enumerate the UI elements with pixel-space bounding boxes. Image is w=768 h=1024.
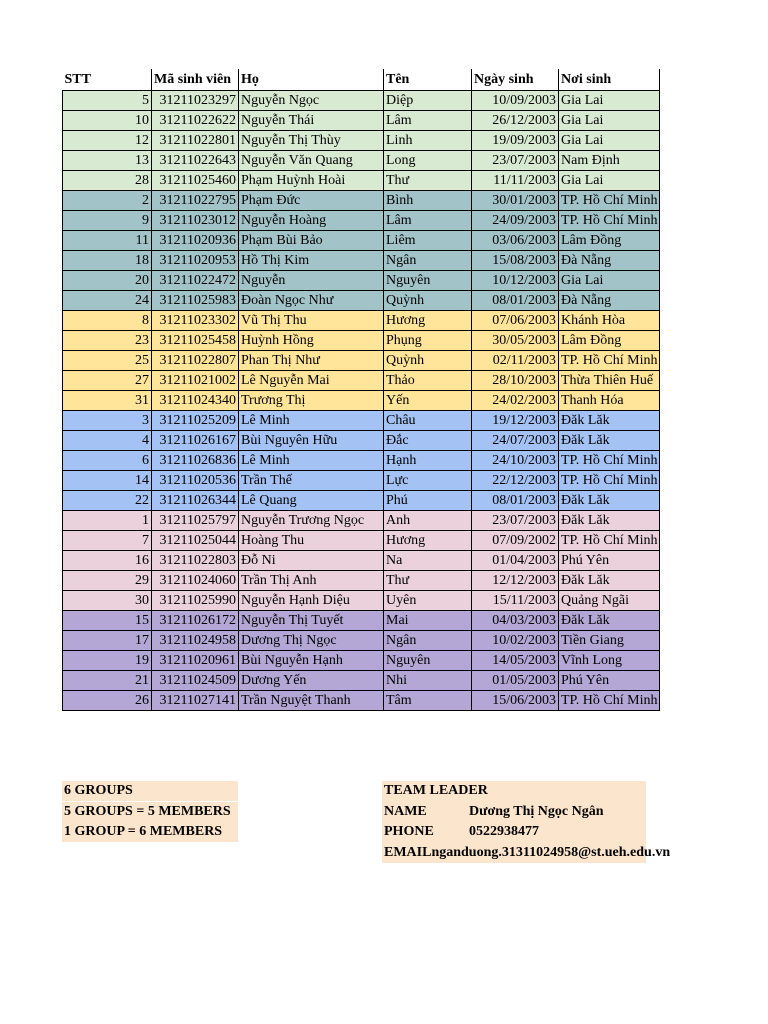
student-id-cell: 31211025983 bbox=[152, 290, 239, 310]
last-name-cell: Hồ Thị Kim bbox=[239, 250, 384, 270]
leader-phone-row bbox=[382, 822, 646, 843]
student-id-cell: 31211026167 bbox=[152, 430, 239, 450]
last-name-cell: Nguyễn Trương Ngọc bbox=[239, 510, 384, 530]
birth-date-cell: 24/02/2003 bbox=[472, 390, 559, 410]
first-name-cell: Hạnh bbox=[384, 450, 472, 470]
last-name-cell: Đỗ Ni bbox=[239, 550, 384, 570]
birthplace-cell: Quảng Ngãi bbox=[559, 590, 660, 610]
birthplace-cell: Đăk Lăk bbox=[559, 510, 660, 530]
last-name-cell: Lê Nguyễn Mai bbox=[239, 370, 384, 390]
stt-cell: 18 bbox=[63, 250, 152, 270]
stt-cell: 20 bbox=[63, 270, 152, 290]
birthplace-cell: Vĩnh Long bbox=[559, 650, 660, 670]
table-row bbox=[63, 370, 660, 390]
first-name-cell: Thư bbox=[384, 570, 472, 590]
student-id-cell: 31211023297 bbox=[152, 90, 239, 110]
birthplace-cell: Gia Lai bbox=[559, 130, 660, 150]
birth-date-cell: 01/04/2003 bbox=[472, 550, 559, 570]
table-row bbox=[63, 110, 660, 130]
table-row bbox=[63, 550, 660, 570]
birth-date-cell: 22/12/2003 bbox=[472, 470, 559, 490]
last-name-cell: Trần Thế bbox=[239, 470, 384, 490]
table-row bbox=[63, 150, 660, 170]
table-row bbox=[63, 330, 660, 350]
last-name-cell: Phạm Đức bbox=[239, 190, 384, 210]
last-name-cell: Trần Thị Anh bbox=[239, 570, 384, 590]
first-name-cell: Liêm bbox=[384, 230, 472, 250]
birthplace-cell: Thừa Thiên Huế bbox=[559, 370, 660, 390]
table-row bbox=[63, 190, 660, 210]
birthplace-cell: Lâm Đồng bbox=[559, 330, 660, 350]
first-name-cell: Yến bbox=[384, 390, 472, 410]
first-name-cell: Đắc bbox=[384, 430, 472, 450]
first-name-cell: Long bbox=[384, 150, 472, 170]
student-id-cell: 31211025797 bbox=[152, 510, 239, 530]
stt-cell: 25 bbox=[63, 350, 152, 370]
stt-cell: 19 bbox=[63, 650, 152, 670]
birth-date-cell: 02/11/2003 bbox=[472, 350, 559, 370]
birthplace-cell: TP. Hồ Chí Minh bbox=[559, 530, 660, 550]
stt-cell: 28 bbox=[63, 170, 152, 190]
student-id-cell: 31211025458 bbox=[152, 330, 239, 350]
birth-date-cell: 19/09/2003 bbox=[472, 130, 559, 150]
birth-date-cell: 30/01/2003 bbox=[472, 190, 559, 210]
first-name-cell: Nguyên bbox=[384, 650, 472, 670]
table-row bbox=[63, 210, 660, 230]
student-id-cell: 31211026172 bbox=[152, 610, 239, 630]
first-name-cell: Lâm bbox=[384, 110, 472, 130]
leader-email-label: EMAIL bbox=[384, 844, 432, 860]
birthplace-cell: TP. Hồ Chí Minh bbox=[559, 690, 660, 710]
student-table bbox=[62, 69, 660, 711]
stt-cell: 1 bbox=[63, 510, 152, 530]
stt-cell: 11 bbox=[63, 230, 152, 250]
stt-cell: 9 bbox=[63, 210, 152, 230]
table-row bbox=[63, 510, 660, 530]
student-id-cell: 31211026344 bbox=[152, 490, 239, 510]
table-row bbox=[63, 690, 660, 710]
first-name-cell: Hương bbox=[384, 530, 472, 550]
birthplace-cell: Đăk Lăk bbox=[559, 430, 660, 450]
birth-date-cell: 07/09/2002 bbox=[472, 530, 559, 550]
birth-date-cell: 10/09/2003 bbox=[472, 90, 559, 110]
table-row bbox=[63, 470, 660, 490]
birthplace-cell: Đăk Lăk bbox=[559, 570, 660, 590]
first-name-cell: Thảo bbox=[384, 370, 472, 390]
birth-date-cell: 08/01/2003 bbox=[472, 490, 559, 510]
birth-date-cell: 15/08/2003 bbox=[472, 250, 559, 270]
leader-name-value: Dương Thị Ngọc Ngân bbox=[469, 803, 604, 819]
last-name-cell: Lê Minh bbox=[239, 410, 384, 430]
first-name-cell: Mai bbox=[384, 610, 472, 630]
birth-date-cell: 07/06/2003 bbox=[472, 310, 559, 330]
first-name-cell: Uyên bbox=[384, 590, 472, 610]
last-name-cell: Nguyễn Thái bbox=[239, 110, 384, 130]
first-name-cell: Linh bbox=[384, 130, 472, 150]
last-name-cell: Nguyễn Văn Quang bbox=[239, 150, 384, 170]
birthplace-cell: Đăk Lăk bbox=[559, 490, 660, 510]
last-name-cell: Trần Nguyệt Thanh bbox=[239, 690, 384, 710]
header-birthplace: Nơi sinh bbox=[559, 69, 660, 90]
student-id-cell: 31211025460 bbox=[152, 170, 239, 190]
header-student-id: Mã sinh viên bbox=[152, 69, 239, 90]
birthplace-cell: Gia Lai bbox=[559, 90, 660, 110]
student-id-cell: 31211020953 bbox=[152, 250, 239, 270]
last-name-cell: Phạm Bùi Bảo bbox=[239, 230, 384, 250]
birth-date-cell: 01/05/2003 bbox=[472, 670, 559, 690]
birthplace-cell: Đà Nẵng bbox=[559, 250, 660, 270]
birthplace-cell: Đăk Lăk bbox=[559, 410, 660, 430]
team-leader-box bbox=[382, 781, 671, 863]
first-name-cell: Quỳnh bbox=[384, 290, 472, 310]
first-name-cell: Anh bbox=[384, 510, 472, 530]
student-id-cell: 31211026836 bbox=[152, 450, 239, 470]
student-id-cell: 31211020536 bbox=[152, 470, 239, 490]
table-row bbox=[63, 590, 660, 610]
student-id-cell: 31211023012 bbox=[152, 210, 239, 230]
table-row bbox=[63, 410, 660, 430]
last-name-cell: Phạm Huỳnh Hoài bbox=[239, 170, 384, 190]
last-name-cell: Nguyễn Hoàng bbox=[239, 210, 384, 230]
last-name-cell: Đoàn Ngọc Như bbox=[239, 290, 384, 310]
birth-date-cell: 04/03/2003 bbox=[472, 610, 559, 630]
student-id-cell: 31211025209 bbox=[152, 410, 239, 430]
first-name-cell: Thư bbox=[384, 170, 472, 190]
student-id-cell: 31211022472 bbox=[152, 270, 239, 290]
last-name-cell: Huỳnh Hồng bbox=[239, 330, 384, 350]
birthplace-cell: Nam Định bbox=[559, 150, 660, 170]
header-birth-date: Ngày sinh bbox=[472, 69, 559, 90]
birth-date-cell: 10/02/2003 bbox=[472, 630, 559, 650]
last-name-cell: Trương Thị bbox=[239, 390, 384, 410]
table-row bbox=[63, 90, 660, 110]
birthplace-cell: Phú Yên bbox=[559, 550, 660, 570]
student-id-cell: 31211022643 bbox=[152, 150, 239, 170]
table-row bbox=[63, 390, 660, 410]
table-row bbox=[63, 270, 660, 290]
stt-cell: 14 bbox=[63, 470, 152, 490]
table-row bbox=[63, 290, 660, 310]
student-id-cell: 31211021002 bbox=[152, 370, 239, 390]
stt-cell: 26 bbox=[63, 690, 152, 710]
stt-cell: 17 bbox=[63, 630, 152, 650]
leader-phone-label: PHONE bbox=[384, 824, 434, 839]
stt-cell: 24 bbox=[63, 290, 152, 310]
stt-cell: 2 bbox=[63, 190, 152, 210]
table-row bbox=[63, 630, 660, 650]
birth-date-cell: 28/10/2003 bbox=[472, 370, 559, 390]
stt-cell: 8 bbox=[63, 310, 152, 330]
leader-phone-value: 0522938477 bbox=[469, 824, 539, 839]
birth-date-cell: 24/07/2003 bbox=[472, 430, 559, 450]
groups-note: 6 GROUPS bbox=[62, 781, 238, 801]
birth-date-cell: 03/06/2003 bbox=[472, 230, 559, 250]
table-row bbox=[63, 310, 660, 330]
header-stt: STT bbox=[63, 69, 152, 90]
first-name-cell: Na bbox=[384, 550, 472, 570]
birth-date-cell: 14/05/2003 bbox=[472, 650, 559, 670]
leader-name-row bbox=[382, 802, 646, 823]
last-name-cell: Phan Thị Như bbox=[239, 350, 384, 370]
last-name-cell: Nguyễn Ngọc bbox=[239, 90, 384, 110]
table-row bbox=[63, 530, 660, 550]
team-leader-title: TEAM LEADER bbox=[384, 783, 488, 798]
last-name-cell: Dương Thị Ngọc bbox=[239, 630, 384, 650]
stt-cell: 27 bbox=[63, 370, 152, 390]
birthplace-cell: Gia Lai bbox=[559, 270, 660, 290]
table-row bbox=[63, 250, 660, 270]
first-name-cell: Nguyên bbox=[384, 270, 472, 290]
student-id-cell: 31211024060 bbox=[152, 570, 239, 590]
first-name-cell: Châu bbox=[384, 410, 472, 430]
first-name-cell: Quỳnh bbox=[384, 350, 472, 370]
table-row bbox=[63, 430, 660, 450]
stt-cell: 31 bbox=[63, 390, 152, 410]
stt-cell: 16 bbox=[63, 550, 152, 570]
first-name-cell: Hương bbox=[384, 310, 472, 330]
birth-date-cell: 23/07/2003 bbox=[472, 510, 559, 530]
table-header-row bbox=[63, 69, 660, 90]
student-id-cell: 31211022801 bbox=[152, 130, 239, 150]
stt-cell: 7 bbox=[63, 530, 152, 550]
table-row bbox=[63, 610, 660, 630]
student-id-cell: 31211024509 bbox=[152, 670, 239, 690]
table-row bbox=[63, 350, 660, 370]
birth-date-cell: 15/06/2003 bbox=[472, 690, 559, 710]
first-name-cell: Phụng bbox=[384, 330, 472, 350]
last-name-cell: Nguyễn Thị Tuyết bbox=[239, 610, 384, 630]
last-name-cell: Hoàng Thu bbox=[239, 530, 384, 550]
birth-date-cell: 23/07/2003 bbox=[472, 150, 559, 170]
birthplace-cell: TP. Hồ Chí Minh bbox=[559, 210, 660, 230]
first-name-cell: Lực bbox=[384, 470, 472, 490]
stt-cell: 29 bbox=[63, 570, 152, 590]
last-name-cell: Bùi Nguyên Hữu bbox=[239, 430, 384, 450]
student-id-cell: 31211020936 bbox=[152, 230, 239, 250]
table-row bbox=[63, 170, 660, 190]
first-name-cell: Tâm bbox=[384, 690, 472, 710]
stt-cell: 6 bbox=[63, 450, 152, 470]
birthplace-cell: TP. Hồ Chí Minh bbox=[559, 190, 660, 210]
birthplace-cell: Phú Yên bbox=[559, 670, 660, 690]
student-id-cell: 31211022807 bbox=[152, 350, 239, 370]
student-id-cell: 31211025044 bbox=[152, 530, 239, 550]
birthplace-cell: Tiền Giang bbox=[559, 630, 660, 650]
birth-date-cell: 10/12/2003 bbox=[472, 270, 559, 290]
birth-date-cell: 30/05/2003 bbox=[472, 330, 559, 350]
birth-date-cell: 24/10/2003 bbox=[472, 450, 559, 470]
stt-cell: 22 bbox=[63, 490, 152, 510]
student-id-cell: 31211024958 bbox=[152, 630, 239, 650]
stt-cell: 10 bbox=[63, 110, 152, 130]
leader-email-value: nganduong.31311024958@st.ueh.edu.vn bbox=[431, 844, 671, 860]
birthplace-cell: Khánh Hòa bbox=[559, 310, 660, 330]
student-id-cell: 31211027141 bbox=[152, 690, 239, 710]
last-name-cell: Nguyễn Hạnh Diệu bbox=[239, 590, 384, 610]
stt-cell: 21 bbox=[63, 670, 152, 690]
leader-name-label: NAME bbox=[384, 803, 427, 819]
birth-date-cell: 15/11/2003 bbox=[472, 590, 559, 610]
table-row bbox=[63, 450, 660, 470]
birth-date-cell: 26/12/2003 bbox=[472, 110, 559, 130]
first-name-cell: Nhi bbox=[384, 670, 472, 690]
stt-cell: 12 bbox=[63, 130, 152, 150]
table-body bbox=[63, 90, 660, 710]
last-name-cell: Dương Yến bbox=[239, 670, 384, 690]
last-name-cell: Lê Quang bbox=[239, 490, 384, 510]
last-name-cell: Bùi Nguyễn Hạnh bbox=[239, 650, 384, 670]
birth-date-cell: 24/09/2003 bbox=[472, 210, 559, 230]
last-name-cell: Lê Minh bbox=[239, 450, 384, 470]
birthplace-cell: Đà Nẵng bbox=[559, 290, 660, 310]
student-id-cell: 31211022795 bbox=[152, 190, 239, 210]
group-of-six-note: 1 GROUP = 6 MEMBERS bbox=[62, 822, 238, 842]
first-name-cell: Ngân bbox=[384, 250, 472, 270]
stt-cell: 15 bbox=[63, 610, 152, 630]
table-row bbox=[63, 130, 660, 150]
stt-cell: 5 bbox=[63, 90, 152, 110]
header-last-name: Họ bbox=[239, 69, 384, 90]
birthplace-cell: Gia Lai bbox=[559, 170, 660, 190]
birthplace-cell: Lâm Đồng bbox=[559, 230, 660, 250]
stt-cell: 23 bbox=[63, 330, 152, 350]
birthplace-cell: TP. Hồ Chí Minh bbox=[559, 350, 660, 370]
team-leader-title-row bbox=[382, 781, 646, 802]
birthplace-cell: Đăk Lăk bbox=[559, 610, 660, 630]
student-id-cell: 31211024340 bbox=[152, 390, 239, 410]
stt-cell: 4 bbox=[63, 430, 152, 450]
header-first-name: Tên bbox=[384, 69, 472, 90]
birthplace-cell: TP. Hồ Chí Minh bbox=[559, 470, 660, 490]
table-row bbox=[63, 670, 660, 690]
student-id-cell: 31211023302 bbox=[152, 310, 239, 330]
table-row bbox=[63, 570, 660, 590]
student-id-cell: 31211025990 bbox=[152, 590, 239, 610]
birthplace-cell: Gia Lai bbox=[559, 110, 660, 130]
first-name-cell: Bình bbox=[384, 190, 472, 210]
table-row bbox=[63, 490, 660, 510]
groups-of-five-note: 5 GROUPS = 5 MEMBERS bbox=[62, 802, 238, 822]
last-name-cell: Nguyễn bbox=[239, 270, 384, 290]
first-name-cell: Ngân bbox=[384, 630, 472, 650]
leader-email-row bbox=[382, 843, 671, 864]
birth-date-cell: 08/01/2003 bbox=[472, 290, 559, 310]
student-id-cell: 31211020961 bbox=[152, 650, 239, 670]
birth-date-cell: 11/11/2003 bbox=[472, 170, 559, 190]
first-name-cell: Diệp bbox=[384, 90, 472, 110]
last-name-cell: Nguyễn Thị Thùy bbox=[239, 130, 384, 150]
birth-date-cell: 12/12/2003 bbox=[472, 570, 559, 590]
stt-cell: 3 bbox=[63, 410, 152, 430]
birth-date-cell: 19/12/2003 bbox=[472, 410, 559, 430]
student-id-cell: 31211022803 bbox=[152, 550, 239, 570]
birthplace-cell: TP. Hồ Chí Minh bbox=[559, 450, 660, 470]
stt-cell: 30 bbox=[63, 590, 152, 610]
first-name-cell: Phú bbox=[384, 490, 472, 510]
last-name-cell: Vũ Thị Thu bbox=[239, 310, 384, 330]
stt-cell: 13 bbox=[63, 150, 152, 170]
table-row bbox=[63, 230, 660, 250]
first-name-cell: Lâm bbox=[384, 210, 472, 230]
birthplace-cell: Thanh Hóa bbox=[559, 390, 660, 410]
student-id-cell: 31211022622 bbox=[152, 110, 239, 130]
table-row bbox=[63, 650, 660, 670]
